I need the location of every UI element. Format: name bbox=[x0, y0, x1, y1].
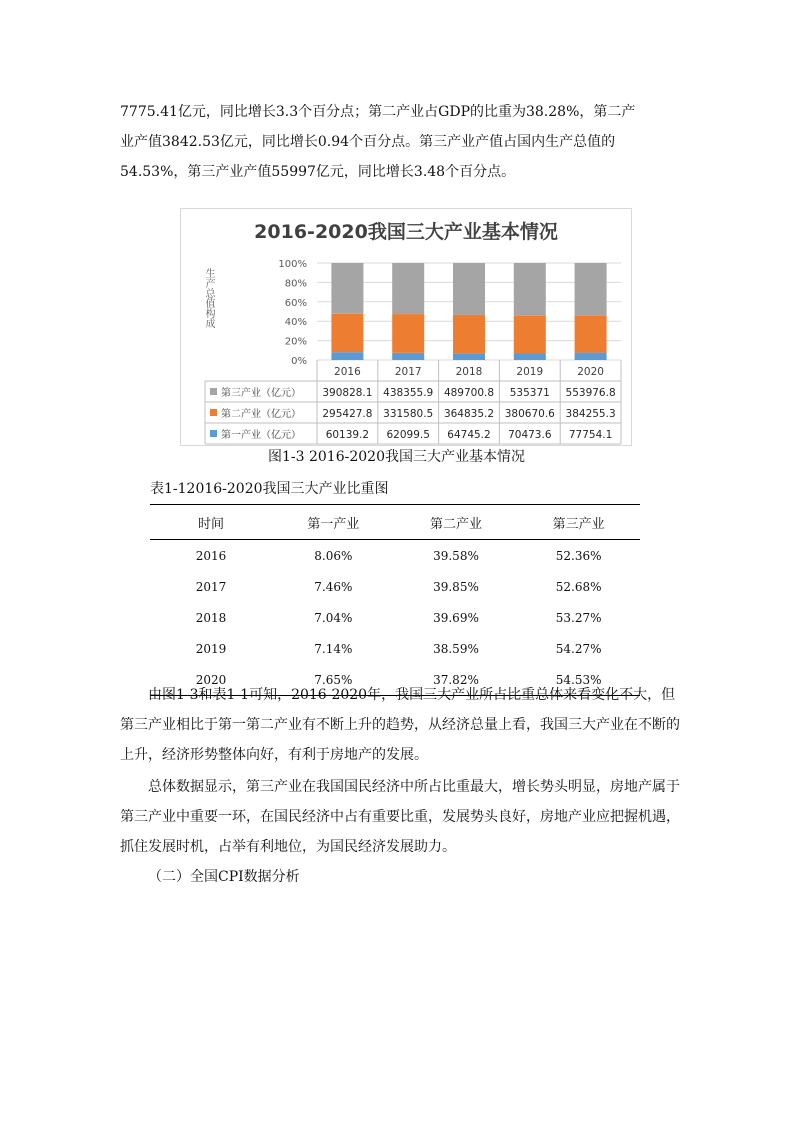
intro-line-3: 54.53%，第三产业产值55997亿元，同比增长3.48个百分点。 bbox=[120, 164, 516, 180]
legend-swatch bbox=[210, 388, 217, 395]
data-label: 295427.8 bbox=[322, 408, 373, 420]
chart-title: 2016-2020我国三大产业基本情况 bbox=[254, 221, 558, 243]
bar-segment bbox=[514, 353, 546, 360]
bar-segment bbox=[392, 314, 424, 353]
bar-segment bbox=[453, 353, 485, 360]
data-label: 60139.2 bbox=[325, 429, 370, 441]
table-cell: 7.46% bbox=[314, 579, 353, 594]
bar-segment bbox=[514, 316, 546, 353]
bar-segment bbox=[331, 314, 363, 352]
table-cell: 2016 bbox=[195, 548, 227, 563]
y-tick-label: 100% bbox=[278, 259, 307, 270]
bar-segment bbox=[392, 353, 424, 360]
data-label: 489700.8 bbox=[443, 387, 495, 399]
legend-label: 第一产业（亿元） bbox=[221, 430, 301, 441]
x-tick-label: 2020 bbox=[577, 366, 604, 378]
legend-swatch bbox=[210, 409, 217, 416]
x-tick-label: 2018 bbox=[455, 366, 483, 378]
table-cell: 39.69% bbox=[433, 610, 479, 625]
bar-segment bbox=[331, 263, 363, 314]
table-cell: 39.58% bbox=[433, 548, 479, 563]
data-label: 70473.6 bbox=[508, 429, 552, 441]
bar-segment bbox=[575, 353, 607, 360]
bar-segment bbox=[453, 263, 485, 315]
data-label: 390828.1 bbox=[322, 387, 373, 399]
data-label: 62099.5 bbox=[386, 429, 430, 441]
table-header: 第一产业 bbox=[272, 505, 395, 540]
data-label: 553976.8 bbox=[565, 387, 616, 399]
table-caption: 表1-12016-2020我国三大产业比重图 bbox=[150, 481, 389, 497]
data-label: 438355.9 bbox=[383, 387, 434, 399]
legend-swatch bbox=[210, 430, 217, 437]
table-cell: 7.65% bbox=[272, 664, 395, 696]
table-row bbox=[150, 633, 640, 664]
table-cell: 8.06% bbox=[314, 548, 353, 563]
y-tick-label: 40% bbox=[284, 317, 307, 329]
data-label: 535371 bbox=[509, 387, 550, 399]
table-cell: 53.27% bbox=[555, 610, 602, 625]
table-header-row bbox=[150, 505, 640, 540]
analysis-paragraph-1: 由图1-3和表1-1可知，2016-2020年，我国三大产业所占比重总体来看变化不大，但第三产业相比于第一第二产业有不断上升的趋势，从经济总量上看，我国三大产业在不断的上升，经济形势整体向好，有利于房地产的发展。 bbox=[120, 687, 680, 763]
bar-segment bbox=[392, 263, 424, 314]
legend-label: 第二产业（亿元） bbox=[221, 409, 301, 420]
intro-line-1: 7775.41亿元，同比增长3.3个百分点；第二产业占GDP的比重为38.28%，第二产 bbox=[120, 104, 636, 120]
table-cell: 2017 bbox=[195, 579, 227, 594]
section-heading: （二）全国CPI数据分析 bbox=[148, 869, 300, 885]
bar-segment bbox=[331, 352, 363, 360]
table-cell: 52.36% bbox=[555, 548, 602, 563]
bar-segment bbox=[453, 315, 485, 353]
y-tick-label: 20% bbox=[284, 336, 307, 348]
analysis-paragraph-2: 总体数据显示，第三产业在我国国民经济中所占比重最大，增长势头明显，房地产属于第三产业中重要一环，在国民经济中占有重要比重，发展势头良好，房地产业应把握机遇，抓住发展时机，占举有利地位，为国民经济发展助力。 bbox=[120, 779, 680, 855]
x-tick-label: 2019 bbox=[516, 366, 544, 378]
table-row bbox=[150, 540, 640, 572]
y-tick-label: 0% bbox=[291, 356, 307, 367]
chart-y-axis-label: 生产总值构成 bbox=[203, 268, 214, 328]
bar-segment bbox=[575, 316, 607, 353]
intro-line-2: 业产值3842.53亿元，同比增长0.94个百分点。第三产业产值占国内生产总值的 bbox=[120, 134, 616, 150]
data-label: 77754.1 bbox=[568, 429, 613, 441]
table-cell: 7.14% bbox=[314, 641, 353, 656]
y-tick-label: 60% bbox=[284, 297, 307, 309]
bar-segment bbox=[514, 263, 546, 316]
table-cell: 2019 bbox=[195, 641, 227, 656]
data-label: 64745.2 bbox=[447, 429, 491, 441]
table-cell: 52.68% bbox=[555, 579, 602, 594]
table-header: 时间 bbox=[150, 505, 272, 540]
data-label: 331580.5 bbox=[383, 408, 434, 420]
data-label: 380670.6 bbox=[504, 408, 555, 420]
intro-paragraph bbox=[120, 97, 680, 187]
table-cell: 39.85% bbox=[433, 579, 479, 594]
x-tick-label: 2016 bbox=[334, 366, 361, 378]
y-tick-label: 80% bbox=[284, 278, 307, 290]
table-cell: 37.82% bbox=[395, 664, 518, 696]
table-row bbox=[150, 602, 640, 633]
table-header: 第三产业 bbox=[517, 505, 640, 540]
figure-caption: 图1-3 2016-2020我国三大产业基本情况 bbox=[268, 449, 525, 465]
data-label: 384255.3 bbox=[565, 408, 616, 420]
table-header: 第二产业 bbox=[395, 505, 518, 540]
data-label: 364835.2 bbox=[443, 408, 495, 420]
legend-label: 第三产业（亿元） bbox=[221, 388, 301, 399]
table-row bbox=[150, 571, 640, 602]
table-cell: 38.59% bbox=[433, 641, 479, 656]
table-cell: 7.04% bbox=[314, 610, 353, 625]
chart-figure bbox=[180, 208, 632, 446]
ratio-table bbox=[150, 504, 640, 696]
table-cell: 54.27% bbox=[555, 641, 602, 656]
chart-svg bbox=[181, 209, 631, 445]
table-cell: 2018 bbox=[195, 610, 227, 625]
table-cell: 54.53% bbox=[517, 664, 640, 696]
bar-segment bbox=[575, 263, 607, 316]
table-cell: 2020 bbox=[150, 664, 272, 696]
x-tick-label: 2017 bbox=[394, 366, 422, 378]
